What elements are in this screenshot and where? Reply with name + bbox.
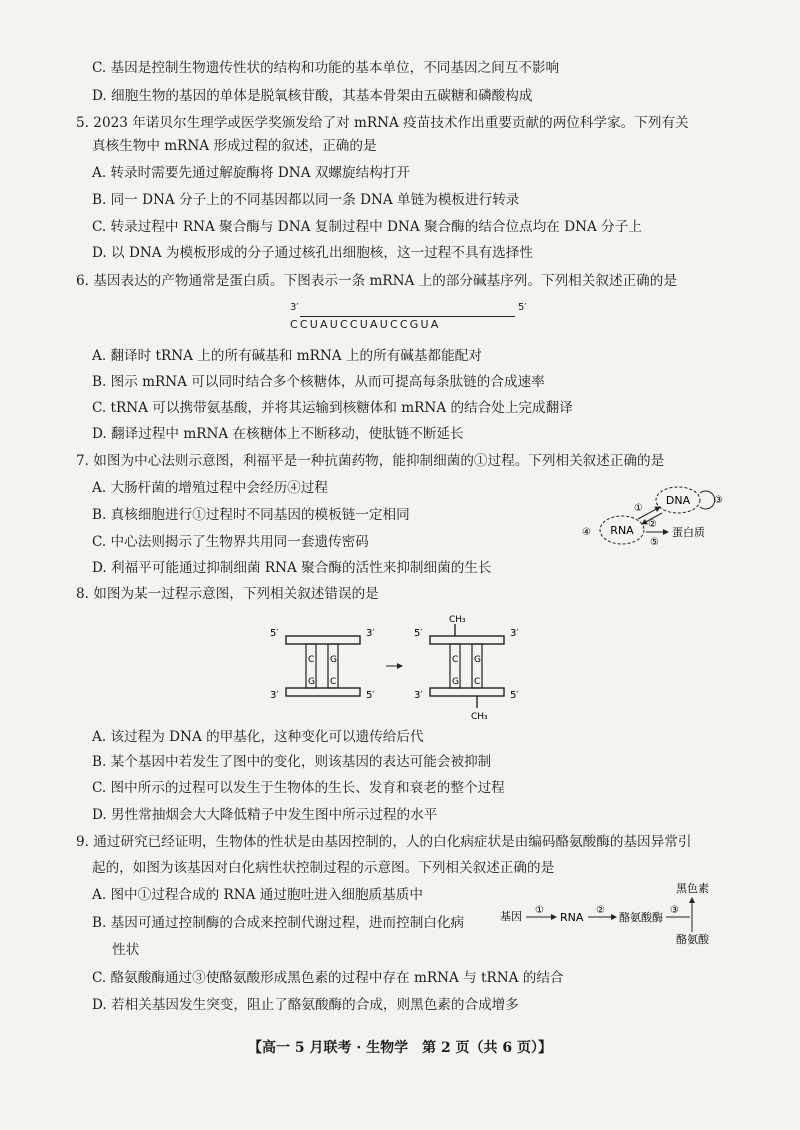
dna-methylation-diagram [270, 612, 530, 722]
q9-stem: 9. 通过研究已经证明，生物体的性状是由基因控制的，人的白化病症状是由编码酪氨酸酶的基因异常引 [76, 834, 692, 850]
top-strand-left [286, 636, 360, 644]
base-g-2: G [330, 655, 337, 665]
mrna-5-end-label: 5′ [518, 302, 527, 313]
q7-option-a: A. 大肠杆菌的增殖过程中会经历④过程 [92, 480, 328, 496]
q7-option-b: B. 真核细胞进行①过程时不同基因的模板链一定相同 [92, 507, 410, 523]
bottom-strand-right [430, 688, 504, 696]
q6-option-b: B. 图示 mRNA 可以同时结合多个核糖体，从而可提高每条肽链的合成速率 [92, 374, 545, 390]
albinism-pathway-diagram [500, 880, 725, 945]
q4-option-d: D. 细胞生物的基因的单体是脱氧核苷酸，其基本骨架由五碳糖和磷酸构成 [92, 88, 533, 104]
strand2-3-end: 3′ [270, 690, 279, 701]
q8-option-d: D. 男性常抽烟会大大降低精子中发生图中所示过程的水平 [92, 807, 438, 823]
m-strand1-3-end: 3′ [510, 628, 519, 639]
m-base-c-2: C [474, 677, 481, 687]
q8-option-b: B. 某个基因中若发生了图中的变化，则该基因的表达可能会被抑制 [92, 754, 492, 770]
q5-stem-cont: 真核生物中 mRNA 形成过程的叙述，正确的是 [92, 138, 377, 154]
q9-option-d: D. 若相关基因发生突变，阻止了酪氨酸酶的合成，则黑色素的合成增多 [92, 997, 519, 1013]
step-2-label: ② [596, 905, 605, 916]
q5-option-b: B. 同一 DNA 分子上的不同基因都以同一条 DNA 单链为模板进行转录 [92, 192, 520, 208]
page-footer: 【高一 5 月联考 · 生物学 第 2 页（共 6 页）】 [247, 1040, 553, 1056]
unmethylated-dna [270, 628, 375, 701]
q6-option-c: C. tRNA 可以携带氨基酸，并将其运输到核糖体和 mRNA 的结合处上完成翻译 [92, 400, 573, 416]
dna-label: DNA [665, 494, 691, 507]
enzyme-label: 酪氨酸酶 [619, 911, 663, 924]
central-dogma-diagram [570, 475, 723, 555]
q9-option-b-cont: 性状 [112, 942, 140, 958]
q5-option-d: D. 以 DNA 为模板形成的分子通过核孔出细胞核，这一过程不具有选择性 [92, 245, 533, 261]
q8-stem: 8. 如图为某一过程示意图，下列相关叙述错误的是 [76, 586, 379, 602]
methylated-dna [414, 615, 519, 722]
strand1-3-end: 3′ [366, 628, 375, 639]
base-c-2: C [330, 677, 337, 687]
q7-option-c: C. 中心法则揭示了生物界共用同一套遗传密码 [92, 534, 369, 550]
strand1-5-end: 5′ [270, 628, 279, 639]
replication-arrow [700, 491, 715, 509]
top-strand-right [430, 636, 504, 644]
q4-option-c: C. 基因是控制生物遗传性状的结构和功能的基本单位，不同基因之间互不影响 [92, 60, 560, 76]
step-5-label: ⑤ [650, 537, 659, 548]
q9-option-b: B. 基因可通过控制酶的合成来控制代谢过程，进而控制白化病 [92, 915, 465, 931]
m-strand2-3-end: 3′ [414, 690, 423, 701]
step-1-label: ① [634, 503, 643, 514]
m-base-g-1: G [452, 677, 459, 687]
bottom-strand-left [286, 688, 360, 696]
q5-stem: 5. 2023 年诺贝尔生理学或医学奖颁发给了对 mRNA 疫苗技术作出重要贡献的两位科学家。下列有关 [76, 115, 689, 131]
q9-option-c: C. 酪氨酸酶通过③使酪氨酸形成黑色素的过程中存在 mRNA 与 tRNA 的结合 [92, 970, 564, 986]
base-g-1: G [308, 677, 315, 687]
gene-label: 基因 [500, 910, 522, 923]
q7-stem: 7. 如图为中心法则示意图，利福平是一种抗菌药物，能抑制细菌的①过程。下列相关叙述正确的是 [76, 453, 665, 469]
tyrosine-label: 酪氨酸 [676, 933, 709, 946]
q5-option-a: A. 转录时需要先通过解旋酶将 DNA 双螺旋结构打开 [92, 165, 410, 181]
q6-stem: 6. 基因表达的产物通常是蛋白质。下图表示一条 mRNA 上的部分碱基序列。下列相关叙述正确的是 [76, 273, 677, 289]
protein-label: 蛋白质 [672, 526, 705, 539]
step-2-label: ② [648, 519, 657, 530]
mrna-base-sequence: CCUAUCCUAUCCGUA [290, 318, 441, 331]
m-base-g-2: G [474, 655, 481, 665]
mrna-strand-line [300, 316, 515, 317]
q7-option-d: D. 利福平可能通过抑制细菌 RNA 聚合酶的活性来抑制细菌的生长 [92, 560, 492, 576]
q9-stem-cont: 起的，如图为该基因对白化病性状控制过程的示意图。下列相关叙述正确的是 [92, 860, 555, 876]
base-c-1: C [308, 655, 315, 665]
m-strand1-5-end: 5′ [414, 628, 423, 639]
rna-label: RNA [610, 524, 634, 537]
rna-label: RNA [560, 911, 584, 924]
q8-option-c: C. 图中所示的过程可以发生于生物体的生长、发育和衰老的整个过程 [92, 780, 505, 796]
step-3-label: ③ [670, 905, 679, 916]
q8-option-a: A. 该过程为 DNA 的甲基化，这种变化可以遗传给后代 [92, 729, 424, 745]
q5-option-c: C. 转录过程中 RNA 聚合酶与 DNA 复制过程中 DNA 聚合酶的结合位点均在 DNA 分子上 [92, 219, 642, 235]
q6-option-d: D. 翻译过程中 mRNA 在核糖体上不断移动，使肽链不断延长 [92, 426, 464, 442]
q9-option-a: A. 图中①过程合成的 RNA 通过胞吐进入细胞质基质中 [92, 887, 423, 903]
step-3-label: ③ [714, 495, 723, 506]
m-base-c-1: C [452, 655, 459, 665]
methyl-bottom-label: CH₃ [471, 712, 488, 722]
methyl-top-label: CH₃ [449, 615, 466, 625]
q6-option-a: A. 翻译时 tRNA 上的所有碱基和 mRNA 上的所有碱基都能配对 [92, 348, 482, 364]
mrna-3-end-label: 3′ [290, 302, 299, 313]
melanin-label: 黑色素 [676, 882, 709, 895]
step-4-label: ④ [582, 527, 591, 538]
m-strand2-5-end: 5′ [510, 690, 519, 701]
step-1-label: ① [535, 905, 544, 916]
strand2-5-end: 5′ [366, 690, 375, 701]
